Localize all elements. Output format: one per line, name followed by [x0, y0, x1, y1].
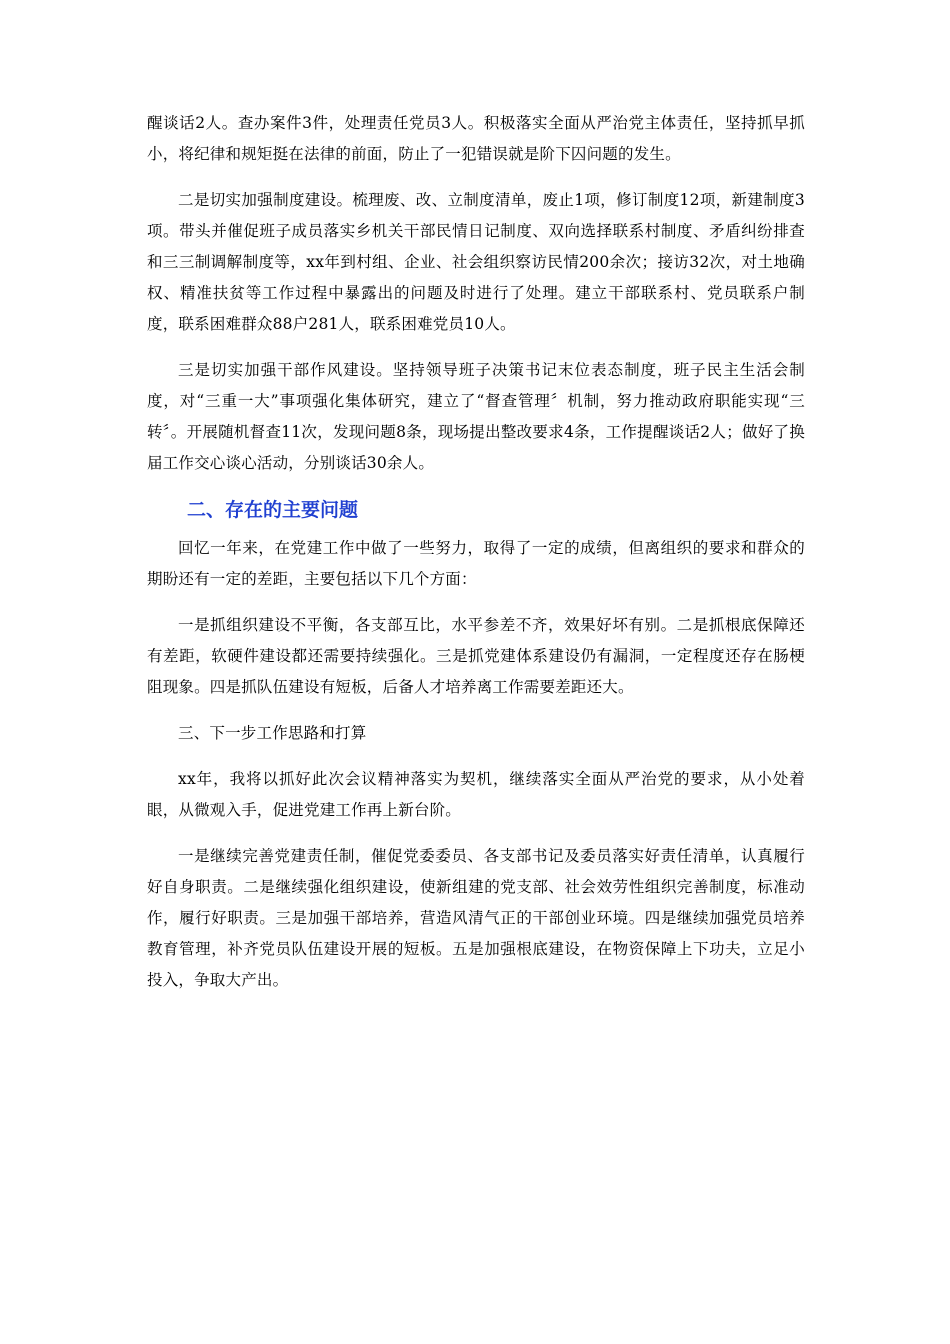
paragraph-next-steps-list: 一是继续完善党建责任制，催促党委委员、各支部书记及委员落实好责任清单，认真履行好自身职责。二是继续强化组织建设，使新组建的党支部、社会效劳性组织完善制度，标准动作，履行好职责。三是加强干部培养，营造风清气正的干部创业环境。四是继续加强党员培养教育管理，补齐党员队伍建设开展的短板。五是加强根底建设，在物资保障上下功夫，立足小投入，争取大产出。 [147, 847, 805, 989]
paragraph-system-building: 二是切实加强制度建设。梳理废、改、立制度清单，废止1项，修订制度12项，新建制度3项。带头并催促班子成员落实乡机关干部民情日记制度、双向选择联系村制度、矛盾纠纷排查和三三制调解制度等，xx年到村组、企业、社会组织察访民情200余次；接访32次，对土地确权、精准扶贫等工作过程中暴露出的问题及时进行了处理。建立干部联系村、党员联系户制度，联系困难群众88户281人，联系困难党员10人。 [147, 191, 805, 333]
paragraph-problems-list: 一是抓组织建设不平衡，各支部互比，水平参差不齐，效果好坏有别。二是抓根底保障还有差距，软硬件建设都还需要持续强化。三是抓党建体系建设仍有漏洞，一定程度还存在肠梗阻现象。四是抓队伍建设有短板，后备人才培养离工作需要差距还大。 [147, 616, 805, 696]
section-heading-next-steps: 三、下一步工作思路和打算 [178, 724, 367, 742]
paragraph-next-steps-intro: xx年，我将以抓好此次会议精神落实为契机，继续落实全面从严治党的要求，从小处着眼，从微观入手，促进党建工作再上新台阶。 [147, 770, 805, 819]
paragraph-problems-intro: 回忆一年来，在党建工作中做了一些努力，取得了一定的成绩，但离组织的要求和群众的期盼还有一定的差距，主要包括以下几个方面： [147, 539, 805, 588]
section-heading-main-problems: 二、存在的主要问题 [187, 499, 359, 521]
document-page [147, 108, 805, 996]
paragraph-work-style: 三是切实加强干部作风建设。坚持领导班子决策书记末位表态制度，班子民主生活会制度，对“三重一大”事项强化集体研究，建立了“督查管理〞机制，努力推动政府职能实现“三转〞。开展随机督查11次，发现问题8条，现场提出整改要求4条，工作提醒谈话2人；做好了换届工作交心谈心活动，分别谈话30余人。 [147, 361, 805, 472]
paragraph-inspection-summary: 醒谈话2人。查办案件3件，处理责任党员3人。积极落实全面从严治党主体责任，坚持抓早抓小，将纪律和规矩挺在法律的前面，防止了一犯错误就是阶下囚问题的发生。 [147, 114, 805, 163]
